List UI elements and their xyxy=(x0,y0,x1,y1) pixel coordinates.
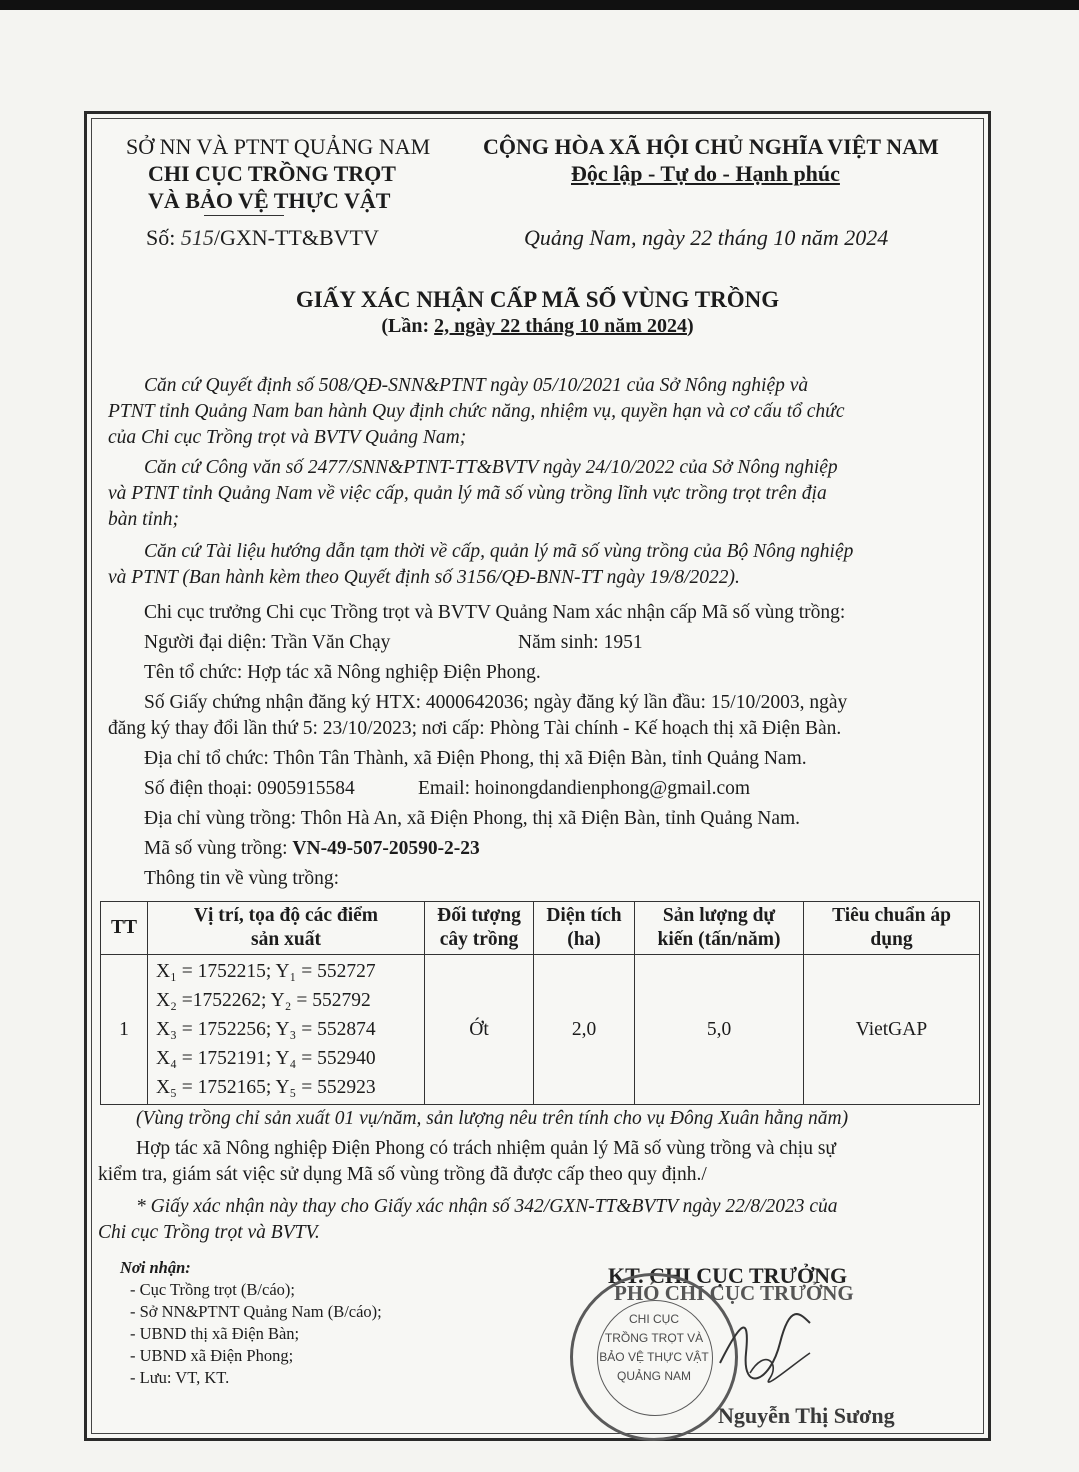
row-yield: 5,0 xyxy=(635,955,804,1105)
signer-name: Nguyễn Thị Sương xyxy=(718,1403,895,1428)
seal-text-line-1: CHI CỤC xyxy=(629,1312,679,1326)
row-coordinates xyxy=(148,955,425,1105)
basis-paragraph-2 xyxy=(108,455,969,533)
area-code-label: Mã số vùng trồng: xyxy=(144,838,293,859)
agency-line1: CHI CỤC TRỒNG TRỌT xyxy=(148,161,396,186)
agency-parent: SỞ NN VÀ PTNT QUẢNG NAM xyxy=(126,134,431,159)
signature-role-printed: KT. CHI CỤC TRƯỞNG xyxy=(608,1263,848,1288)
country-name: CỘNG HÒA XÃ HỘI CHỦ NGHĨA VIỆT NAM xyxy=(483,134,939,159)
header-location-line-1: Vị trí, tọa độ các điểm xyxy=(193,905,379,926)
area-code-value: VN-49-507-20590-2-23 xyxy=(292,838,480,859)
header-crop xyxy=(425,902,534,955)
basis-paragraph-1 xyxy=(108,373,969,451)
basis-3-line-1: Căn cứ Tài liệu hướng dẫn tạm thời về cấp, quản lý mã số vùng trồng của Bộ Nông nghiệp xyxy=(144,541,854,562)
registration-line-1: Số Giấy chứng nhận đăng ký HTX: 4000642036; ngày đăng ký lần đầu: 15/10/2003, ngày xyxy=(144,692,848,713)
document-subtitle xyxy=(92,315,983,338)
area-info-table xyxy=(100,901,980,1105)
header-standard-line-1: Tiêu chuẩn áp xyxy=(832,905,951,926)
area-info-label: Thông tin về vùng trồng: xyxy=(144,868,339,889)
registration-line-2: đăng ký thay đổi lần thứ 5: 23/10/2023; nơi cấp: Phòng Tài chính - Kế hoạch thị xã Điện Bàn. xyxy=(108,718,842,739)
header-standard-line-2: dụng xyxy=(870,929,913,950)
place-date: Quảng Nam, ngày 22 tháng 10 năm 2024 xyxy=(524,225,889,250)
recipient-item: - Cục Trồng trọt (B/cáo); xyxy=(130,1280,295,1299)
document-title: GIẤY XÁC NHẬN CẤP MÃ SỐ VÙNG TRỒNG xyxy=(295,287,780,312)
recipient-item: - UBND xã Điện Phong; xyxy=(130,1346,294,1365)
coordinate-1: X₁ = 1752215; Y₁ = 552727 xyxy=(156,961,376,982)
header-location-line-2: sản xuất xyxy=(251,929,321,950)
basis-2-line-1: Căn cứ Công văn số 2477/SNN&PTNT-TT&BVTV ngày 24/10/2022 của Sở Nông nghiệp xyxy=(144,457,838,478)
header-yield-line-2: kiến (tấn/năm) xyxy=(657,929,781,950)
basis-1-line-3: của Chi cục Trồng trọt và BVTV Quảng Nam; xyxy=(108,427,467,448)
coordinate-5: X₅ = 1752165; Y₅ = 552923 xyxy=(156,1077,376,1098)
header-yield-line-1: Sản lượng dự xyxy=(662,905,776,926)
basis-3-line-2: và PTNT (Ban hành kèm theo Quyết định số 3156/QĐ-BNN-TT ngày 19/8/2022). xyxy=(108,567,740,588)
subtitle-close: ) xyxy=(686,315,694,337)
coordinate-2: X₂ =1752262; Y₂ = 552792 xyxy=(156,990,371,1011)
responsibility-line-1: Hợp tác xã Nông nghiệp Điện Phong có trách nhiệm quản lý Mã số vùng trồng và chịu sự xyxy=(136,1138,837,1159)
handwritten-signature xyxy=(710,1303,820,1393)
basis-paragraph-3 xyxy=(108,539,969,591)
recipients-title: Nơi nhận: xyxy=(120,1258,191,1277)
recipient-item: - UBND thị xã Điện Bàn; xyxy=(130,1324,300,1343)
country-motto: Độc lập - Tự do - Hạnh phúc xyxy=(571,161,840,186)
header-yield xyxy=(635,902,804,955)
document-frame xyxy=(84,111,991,1441)
signature-role-stamp: PHÓ CHI CỤC TRƯỞNG xyxy=(614,1281,854,1305)
agency-line2: VÀ BẢO VỆ THỰC VẬT xyxy=(148,188,391,213)
number-handwritten: 515 xyxy=(180,225,214,250)
table-header-row xyxy=(101,902,980,955)
header-area-line-1: Diện tích xyxy=(546,905,622,926)
coordinate-3: X₃ = 1752256; Y₃ = 552874 xyxy=(156,1019,376,1040)
recipient-item: - Sở NN&PTNT Quảng Nam (B/cáo); xyxy=(130,1302,382,1321)
subtitle-open: (Lần: xyxy=(381,315,435,337)
coordinate-4: X₄ = 1752191; Y₄ = 552940 xyxy=(156,1048,376,1069)
header-crop-line-2: cây trồng xyxy=(439,929,519,950)
basis-1-line-1: Căn cứ Quyết định số 508/QĐ-SNN&PTNT ngày 05/10/2021 của Sở Nông nghiệp và xyxy=(144,375,809,396)
header-crop-line-1: Đối tượng xyxy=(437,905,521,926)
seal-text-line-2: TRỒNG TRỌT VÀ xyxy=(604,1331,704,1345)
header-standard xyxy=(804,902,980,955)
row-area: 2,0 xyxy=(534,955,635,1105)
basis-2-line-3: bàn tỉnh; xyxy=(108,509,179,530)
agency-underline xyxy=(204,215,284,216)
area-code xyxy=(144,837,480,861)
row-crop: Ớt xyxy=(425,955,534,1105)
header-tt: TT xyxy=(101,902,148,955)
season-note: (Vùng trồng chỉ sản xuất 01 vụ/năm, sản lượng nêu trên tính cho vụ Đông Xuân hằng năm) xyxy=(136,1108,849,1129)
basis-1-line-2: PTNT tỉnh Quảng Nam ban hành Quy định chức năng, nhiệm vụ, quyền hạn và cơ cấu tổ chức xyxy=(108,401,845,422)
document-number xyxy=(146,225,379,251)
subtitle-revision: 2, ngày 22 tháng 10 năm 2024 xyxy=(434,315,687,337)
birth-year: Năm sinh: 1951 xyxy=(518,632,643,653)
area-address: Địa chỉ vùng trồng: Thôn Hà An, xã Điện Phong, thị xã Điện Bàn, tỉnh Quảng Nam. xyxy=(144,808,801,829)
top-scan-edge xyxy=(0,0,1079,10)
phone-number: Số điện thoại: 0905915584 xyxy=(144,778,355,799)
organization-address: Địa chỉ tổ chức: Thôn Tân Thành, xã Điện Phong, thị xã Điện Bàn, tỉnh Quảng Nam. xyxy=(144,748,807,769)
table-row xyxy=(101,955,980,1105)
header-area xyxy=(534,902,635,955)
number-prefix: Số: xyxy=(146,225,181,250)
row-tt: 1 xyxy=(101,955,148,1105)
replacement-line-2: Chi cục Trồng trọt và BVTV. xyxy=(98,1222,320,1243)
responsibility-line-2: kiểm tra, giám sát việc sử dụng Mã số vùng trồng đã được cấp theo quy định./ xyxy=(98,1164,707,1185)
representative: Người đại diện: Trần Văn Chạy xyxy=(144,632,391,653)
header-area-line-2: (ha) xyxy=(567,929,601,950)
email-address: Email: hoinongdandienphong@gmail.com xyxy=(418,778,751,799)
confirmation-intro: Chi cục trưởng Chi cục Trồng trọt và BVTV Quảng Nam xác nhận cấp Mã số vùng trồng: xyxy=(144,602,846,623)
recipient-item: - Lưu: VT, KT. xyxy=(130,1368,230,1387)
header-location xyxy=(148,902,425,955)
document-inner-border xyxy=(91,118,984,1434)
basis-2-line-2: và PTNT tỉnh Quảng Nam về việc cấp, quản lý mã số vùng trồng lĩnh vực trồng trọt trên địa xyxy=(108,483,827,504)
row-standard: VietGAP xyxy=(804,955,980,1105)
seal-text-line-4: QUẢNG NAM xyxy=(616,1369,691,1383)
replacement-line-1: * Giấy xác nhận này thay cho Giấy xác nhận số 342/GXN-TT&BVTV ngày 22/8/2023 của xyxy=(136,1196,838,1217)
organization-name: Tên tổ chức: Hợp tác xã Nông nghiệp Điện Phong. xyxy=(144,662,541,683)
seal-text-line-3: BẢO VỆ THỰC VẬT xyxy=(599,1350,709,1364)
number-suffix: /GXN-TT&BVTV xyxy=(213,225,379,250)
